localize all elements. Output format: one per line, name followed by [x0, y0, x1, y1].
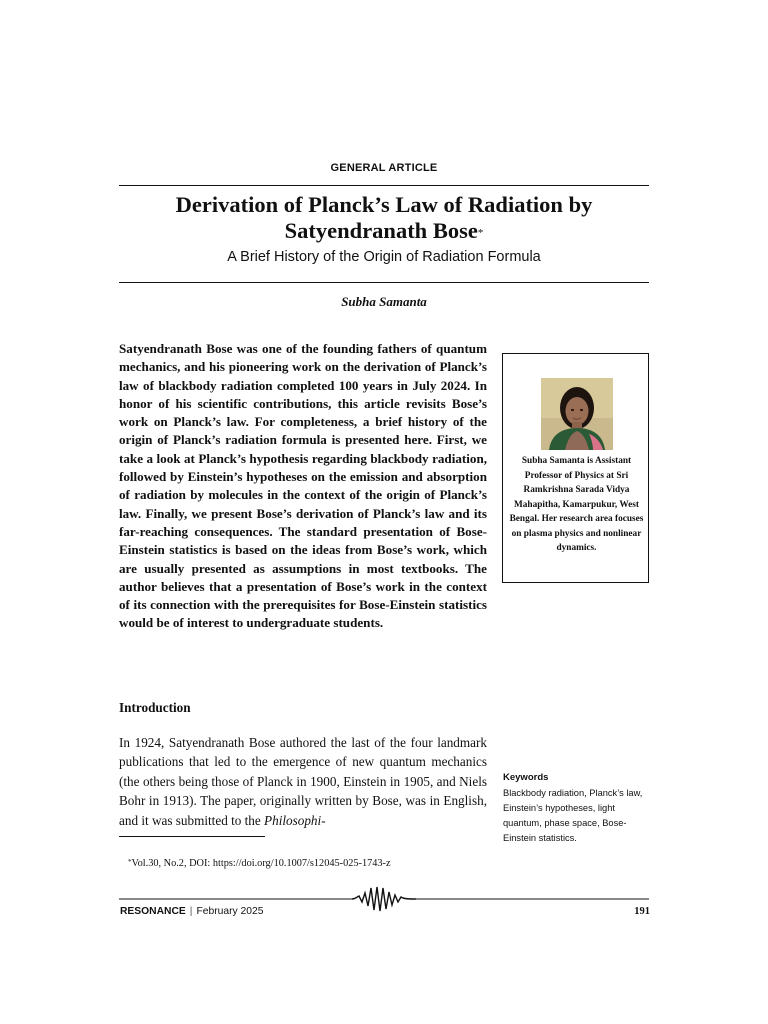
title-bottom-rule	[119, 282, 649, 283]
footnote-text: Vol.30, No.2, DOI: https://doi.org/10.1007/s12045-025-1743-z	[131, 858, 391, 869]
author-bio-box	[502, 353, 649, 583]
journal-date: February 2025	[196, 906, 264, 917]
intro-italic-text: Philosophi-	[264, 812, 326, 828]
intro-text: In 1924, Satyendranath Bose authored the last of the four landmark publications that led to the emergence of new quantum mechanics (the others being those of Planck in 1900, Einstein in 1905, and Niels Bohr in 1913). The paper, originally written by Bose, was in English, and it was submitted to the	[119, 735, 487, 828]
footer-journal	[120, 906, 263, 917]
top-rule	[119, 185, 649, 186]
article-title	[119, 192, 649, 244]
title-footnote-mark: *	[477, 227, 484, 239]
section-heading-introduction: Introduction	[119, 700, 191, 715]
author-portrait-icon	[541, 378, 613, 450]
introduction-paragraph	[119, 733, 487, 830]
author-bio-text: Subha Samanta is Assistant Professor of Physics at Sri Ramkrishna Sarada Vidya Mahapitha, Kamarpukur, West Bengal. Her research area focuses on plasma physics and nonlinear dynamics.	[509, 456, 644, 553]
journal-name: RESONANCE	[120, 906, 186, 917]
abstract: Satyendranath Bose was one of the founding fathers of quantum mechanics, and his pioneering work on the derivation of Planck’s law of blackbody radiation completed 100 years in July 2024. In honor of his scientific contributions, this article revisits Bose’s work on Planck’s law. For completeness, a brief history of the origin of Planck’s radiation formula is presented here. First, we take a look at Planck’s hypothesis regarding blackbody radiation, followed by Einstein’s hypotheses on the emission and absorption of radiation by molecules in the context of the origin of Planck’s law. Finally, we present Bose’s derivation of Planck’s law and its far-reaching consequences. The standard presentation of Bose-Einstein statistics is based on the ideas from Bose’s work, which are usually presented as assumptions in most textbooks. The author believes that a presentation of Bose’s work in the context of its connection with the prerequisites for Bose-Einstein statistics would be of interest to undergraduate students.	[119, 341, 487, 631]
page-number: 191	[634, 906, 650, 917]
footnote-rule	[119, 836, 265, 837]
author-name: Subha Samanta	[341, 294, 427, 309]
footnote-mark: *	[128, 858, 132, 866]
author-photo	[541, 378, 613, 450]
keywords-list: Blackbody radiation, Planck’s law, Einstein’s hypotheses, light quantum, phase space, Bose-Einstein statistics.	[503, 788, 643, 843]
title-text: Derivation of Planck’s Law of Radiation by Satyendranath Bose	[175, 192, 593, 243]
footnote	[128, 858, 391, 869]
keywords-heading: Keywords	[503, 772, 549, 783]
footer-separator: |	[189, 906, 193, 917]
article-subtitle: A Brief History of the Origin of Radiation Formula	[227, 249, 541, 265]
section-label: GENERAL ARTICLE	[330, 162, 438, 174]
